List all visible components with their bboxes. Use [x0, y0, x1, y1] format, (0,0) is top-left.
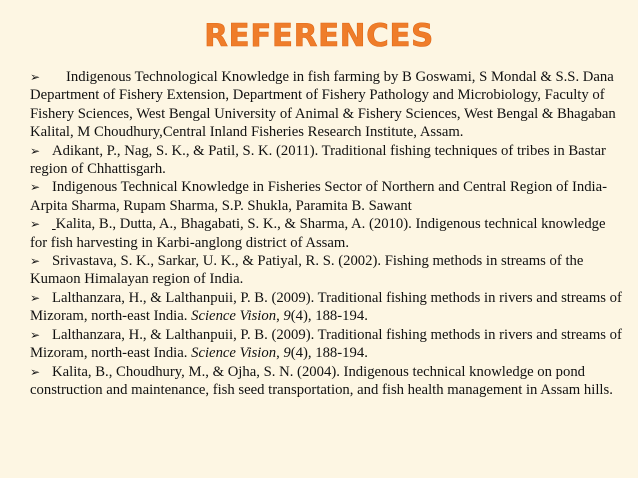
arrow-bullet-icon: ➢ [30, 254, 41, 269]
reference-list [30, 68, 622, 399]
reference-pages: (4), 188-194. [290, 345, 368, 362]
journal-volume: 9 [283, 308, 291, 325]
reference-item [30, 363, 622, 400]
arrow-bullet-icon: ➢ [30, 364, 41, 379]
journal-volume: 9 [283, 345, 291, 362]
reference-text: Kalita, B., Choudhury, M., & Ojha, S. N. (2004). Indigenous technical knowledge on pond construction and maintenance, fish seed transportation, and fish health management in Assam hills. [30, 363, 613, 398]
reference-item: ➢ Lalthanzara, H., & Lalthanpuii, P. B. (2009). Traditional fishing methods in rivers and streams of Mizoram, north-east India. Science Vision, 9(4), 188-194. [30, 326, 622, 362]
reference-pages: (4), 188-194. [290, 308, 368, 325]
reference-text: Indigenous Technical Knowledge in Fisheries Sector of Northern and Central Region of India- Arpita Sharma, Rupam Sharma, S.P. Shukla, Paramita B. Sawant [30, 179, 608, 214]
arrow-bullet-icon: ➢ [30, 180, 41, 195]
reference-text: Indigenous Technological Knowledge in fish farming by B Goswami, S Mondal & S.S. Dana Department of Fishery Extension, Department of Fishery Pathology and Microbiology, Faculty of Fishery Sciences, West Bengal University of Animal & Fishery Sciences, West Bengal & Bhagaban Kalital, M Choudhury,Central Inland Fisheries Research Institute, Assam. [30, 69, 616, 141]
arrow-bullet-icon: ➢ [30, 70, 41, 84]
reference-item [30, 142, 622, 179]
reference-item: ➢ Lalthanzara, H., & Lalthanpuii, P. B. (2009). Traditional fishing methods in rivers and streams of Mizoram, north-east India. Science Vision, 9(4), 188-194. [30, 289, 622, 325]
reference-item [30, 215, 622, 252]
arrow-bullet-icon: ➢ [30, 143, 41, 158]
reference-item [30, 252, 622, 289]
reference-text: Kalita, B., Dutta, A., Bhagabati, S. K., & Sharma, A. (2010). Indigenous technical knowledge for fish harvesting in Karbi-anglong district of Assam. [30, 216, 606, 251]
arrow-bullet-icon: ➢ [30, 327, 41, 342]
arrow-bullet-icon: ➢ [30, 217, 41, 232]
journal-name: Science Vision [191, 345, 277, 362]
slide-title: REFERENCES [204, 18, 434, 54]
reference-item [30, 178, 622, 215]
reference-item [30, 68, 622, 142]
arrow-bullet-icon: ➢ [30, 290, 41, 305]
reference-text: Lalthanzara, H., & Lalthanpuii, P. B. (2009). Traditional fishing methods in rivers and streams of Mizoram, north-east India. [30, 326, 622, 362]
reference-text: Srivastava, S. K., Sarkar, U. K., & Patiyal, R. S. (2002). Fishing methods in streams of the Kumaon Himalayan region of India. [30, 253, 584, 288]
journal-name: Science Vision [191, 308, 277, 325]
reference-text: Lalthanzara, H., & Lalthanpuii, P. B. (2009). Traditional fishing methods in rivers and streams of Mizoram, north-east India. [30, 289, 622, 325]
reference-text: Adikant, P., Nag, S. K., & Patil, S. K. (2011). Traditional fishing techniques of tribes in Bastar region of Chhattisgarh. [30, 142, 606, 178]
